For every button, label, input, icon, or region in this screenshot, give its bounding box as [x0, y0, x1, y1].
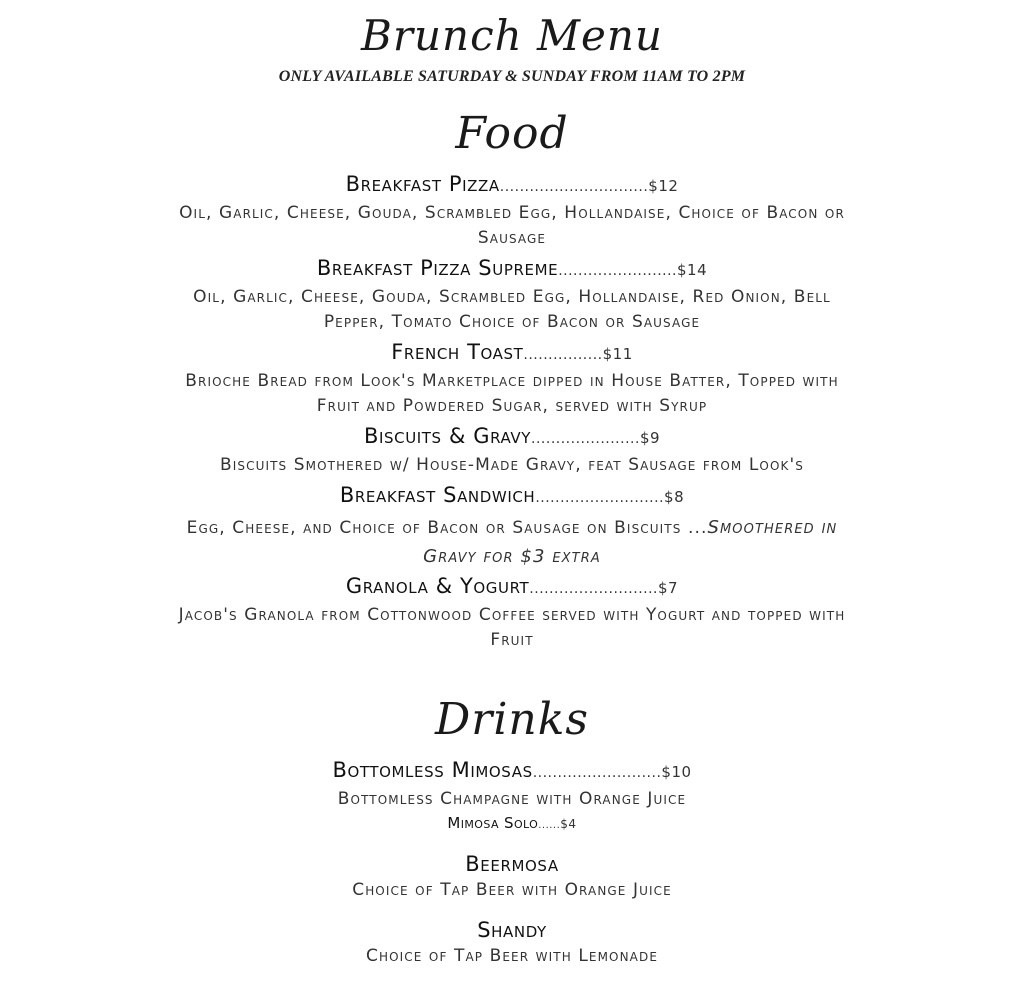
- sub-item-price: $4: [560, 817, 577, 831]
- item-description: Biscuits Smothered w/ House-Made Gravy, feat Sausage from Look's: [220, 455, 804, 475]
- item-description: Choice of Tap Beer with Orange Juice: [352, 880, 672, 900]
- menu-item-granola-yogurt: [0, 572, 1024, 653]
- item-description: Jacob's Granola from Cottonwood Coffee served with Yogurt and topped with: [178, 605, 846, 625]
- menu-item-shandy: [0, 916, 1024, 969]
- item-name: French Toast: [391, 340, 524, 364]
- leader-dots: ..............................: [499, 179, 649, 195]
- menu-title: Brunch Menu: [361, 11, 663, 60]
- item-price: $7: [658, 579, 679, 597]
- item-name: Beermosa: [465, 852, 559, 876]
- item-description-cont: Fruit and Powdered Sugar, served with Syrup: [316, 396, 708, 416]
- item-name: Granola & Yogurt: [345, 574, 530, 598]
- item-price: $10: [661, 763, 692, 781]
- item-description: Oil, Garlic, Cheese, Gouda, Scrambled Egg, Hollandaise, Choice of Bacon or: [179, 203, 845, 223]
- leader-dots: ................: [523, 347, 603, 363]
- leader-dots: ..........................: [532, 765, 662, 781]
- item-name: Breakfast Pizza Supreme: [316, 256, 559, 280]
- item-name: Breakfast Pizza: [345, 172, 500, 196]
- item-name: Breakfast Sandwich: [339, 483, 536, 507]
- menu-item-biscuits-gravy: [0, 422, 1024, 478]
- leader-dots: ......: [538, 820, 561, 831]
- item-price: $14: [677, 261, 708, 279]
- item-description-cont: Pepper, Tomato Choice of Bacon or Sausage: [323, 312, 701, 332]
- item-description-italic: Smoothered in: [707, 517, 838, 538]
- menu-item-french-toast: [0, 338, 1024, 419]
- leader-dots: ......................: [531, 431, 640, 447]
- item-description: Oil, Garlic, Cheese, Gouda, Scrambled Egg, Hollandaise, Red Onion, Bell: [193, 287, 831, 307]
- leader-dots: ........................: [558, 263, 677, 279]
- item-description: Choice of Tap Beer with Lemonade: [365, 946, 659, 966]
- item-description-text: Egg, Cheese, and Choice of Bacon or Sausage on Biscuits ...: [186, 518, 708, 538]
- item-description-cont: Sausage: [477, 228, 547, 248]
- item-description-cont: Gravy for $3 extra: [423, 546, 601, 567]
- item-description: Bottomless Champagne with Orange Juice: [337, 789, 687, 809]
- menu-item-breakfast-pizza-supreme: [0, 254, 1024, 335]
- item-description-cont: Fruit: [490, 630, 534, 650]
- menu-item-bottomless-mimosas: [0, 756, 1024, 837]
- drinks-section-title: Drinks: [435, 694, 589, 745]
- sub-item-name: Mimosa Solo: [447, 814, 539, 832]
- item-name: Shandy: [477, 918, 547, 942]
- item-price: $8: [664, 488, 685, 506]
- item-price: $12: [648, 177, 679, 195]
- item-price: $11: [602, 345, 633, 363]
- item-name: Biscuits & Gravy: [363, 424, 532, 448]
- item-description: [0, 512, 1024, 544]
- sub-item-mimosa-solo: [0, 812, 1024, 837]
- item-description: Brioche Bread from Look's Marketplace dipped in House Batter, Topped with: [185, 371, 839, 391]
- menu-item-breakfast-pizza: [0, 170, 1024, 251]
- item-name: Bottomless Mimosas: [332, 758, 533, 782]
- menu-item-beermosa: [0, 850, 1024, 903]
- menu-item-breakfast-sandwich: [0, 481, 1024, 570]
- availability-note: ONLY AVAILABLE SATURDAY & SUNDAY FROM 11AM TO 2PM: [278, 68, 746, 85]
- leader-dots: ..........................: [535, 490, 665, 506]
- food-section-title: Food: [455, 108, 569, 159]
- leader-dots: ..........................: [529, 581, 659, 597]
- item-price: $9: [639, 429, 661, 447]
